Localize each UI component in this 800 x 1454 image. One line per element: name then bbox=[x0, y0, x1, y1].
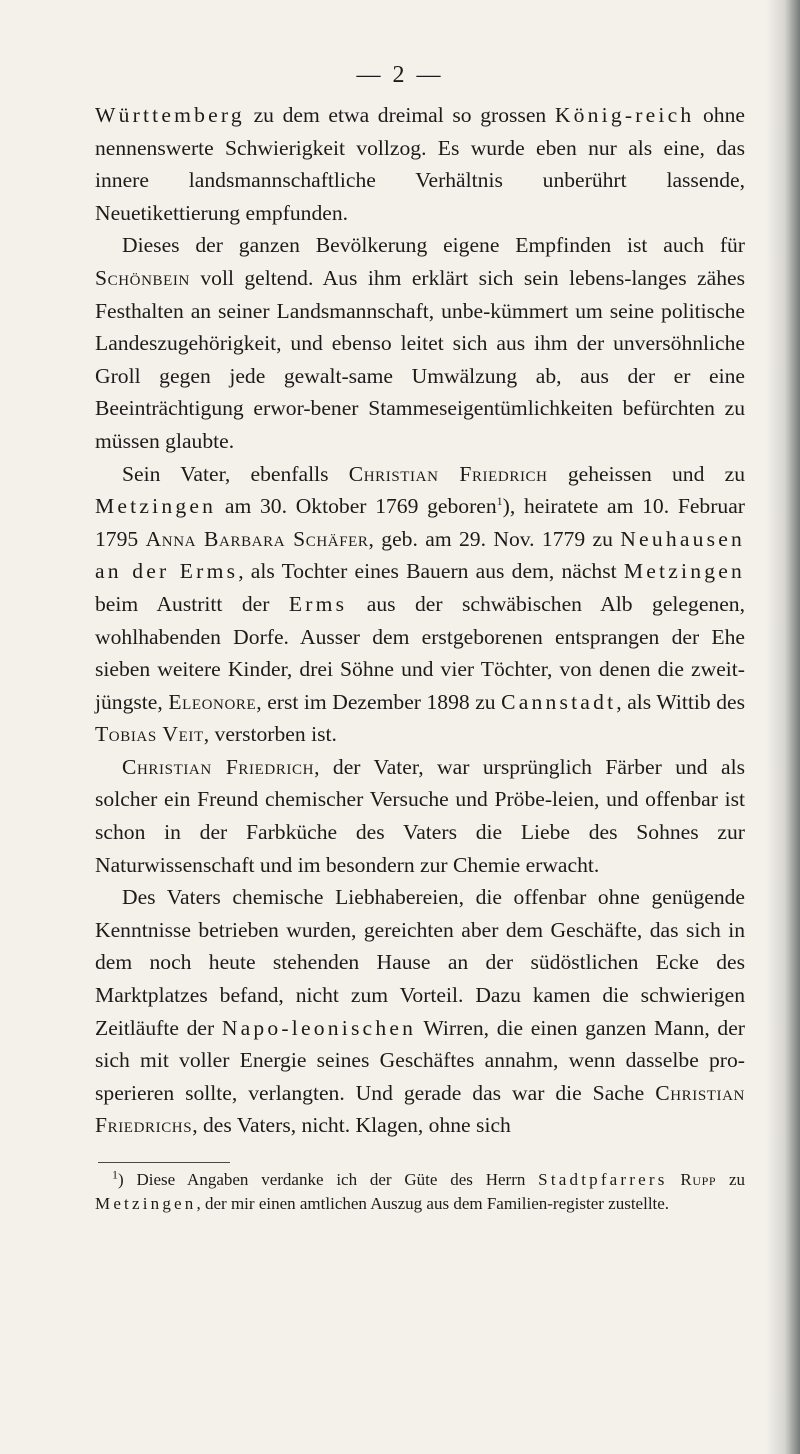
paragraph bbox=[95, 751, 745, 881]
text-run: , der Vater, war ursprünglich Färber und als solcher ein Freund chemischer Versuche und Pröbe-leien, und offenbar ist schon in der Farbküche des Vaters die Liebe des Sohnes zur Naturwissenschaft und im besondern zur Chemie erwacht. bbox=[95, 754, 745, 877]
emphasized-name: Metzingen bbox=[95, 1194, 197, 1213]
text-run bbox=[668, 1170, 681, 1189]
emphasized-name: Neuhausen an der Erms bbox=[95, 526, 745, 584]
page-number: — 2 — bbox=[356, 62, 444, 88]
text-run: voll geltend. Aus ihm erklärt sich sein lebens-langes zähes Festhalten an seiner Landsmannschaft, unbe-kümmert um seine politische Landeszugehörigkeit, und ebenso leitet sich aus ihm der unversöhnliche Groll gegen jede gewalt-same Umwälzung ab, aus der er eine Beeinträchtigung erwor-bener Stammeseigentümlichkeiten befürchten zu müssen glaubte. bbox=[95, 265, 745, 453]
text-run: zu bbox=[716, 1170, 746, 1189]
paragraph bbox=[95, 881, 745, 1142]
footnote-rule bbox=[98, 1162, 230, 1163]
emphasized-name: Eleonore bbox=[168, 689, 257, 714]
emphasized-name: König-reich bbox=[554, 103, 695, 127]
emphasized-name: Württemberg bbox=[95, 103, 245, 127]
text-run: Dieses der ganzen Bevölkerung eigene Empfinden ist auch für bbox=[122, 233, 745, 258]
page-edge-shadow bbox=[766, 0, 800, 1454]
text-run: ), heiratete am 10. Februar 1795 bbox=[95, 494, 745, 551]
text-run: , verstorben ist. bbox=[203, 722, 337, 747]
text-run: , des Vaters, nicht. Klagen, ohne sich bbox=[192, 1113, 511, 1138]
text-run: , als Tochter eines Bauern aus dem, nächst bbox=[238, 559, 624, 584]
emphasized-name: Schönbein bbox=[95, 265, 190, 290]
footnote bbox=[95, 1168, 745, 1216]
text-run: am 30. Oktober 1769 geboren bbox=[216, 494, 497, 519]
footnote-marker: 1 bbox=[496, 493, 503, 508]
text-run: ) Diese Angaben verdanke ich der Güte des Herrn bbox=[118, 1170, 539, 1189]
text-run: zu dem etwa dreimal so grossen bbox=[244, 103, 555, 127]
text-run: , geb. am 29. Nov. 1779 zu bbox=[368, 526, 621, 551]
text-run: ohne nennenswerte Schwierigkeit vollzog. Es wurde eben nur als eine, das innere landsmannschaftliche Verhältnis unberührt lassende, Neuetikettierung empfunden. bbox=[95, 103, 745, 225]
paragraph bbox=[95, 99, 745, 229]
text-run: Wirren, die einen ganzen Mann, der sich mit voller Energie seines Geschäftes annahm, wenn dasselbe pro-sperieren sollte, verlangten. Und gerade das war die Sache bbox=[95, 1015, 745, 1105]
emphasized-name: Metzingen bbox=[623, 559, 745, 584]
text-run: aus der schwäbischen Alb gelegenen, wohlhabenden Dorfe. Ausser dem erstgeborenen entsprangen der Ehe sieben weitere Kinder, drei Söhne und vier Töchter, von denen die zweit-jüngste, bbox=[95, 591, 745, 714]
emphasized-name: Christian Friedrich bbox=[122, 754, 315, 779]
text-run: , erst im Dezember 1898 zu bbox=[256, 689, 502, 714]
text-run: geheissen und zu bbox=[547, 461, 745, 486]
text-run: Sein Vater, ebenfalls bbox=[122, 461, 349, 486]
text-run: , der mir einen amtlichen Auszug aus dem Familien-register zustellte. bbox=[196, 1194, 670, 1213]
emphasized-name: Erms bbox=[288, 591, 348, 616]
text-run: Des Vaters chemische Liebhabereien, die offenbar ohne genügende Kenntnisse betrieben wurden, gereichten aber dem Geschäfte, das sich in dem noch heute stehenden Hause an der südöstlichen Ecke des Marktplatzes befand, nicht zum Vorteil. Dazu kamen die schwierigen Zeitläufte der bbox=[95, 885, 745, 1040]
text-run: , als Wittib des bbox=[616, 689, 745, 714]
footnote-paragraph bbox=[95, 1168, 745, 1216]
body-text bbox=[95, 99, 745, 1142]
paragraph bbox=[95, 229, 745, 457]
emphasized-name: Napo-leonischen bbox=[221, 1015, 417, 1040]
emphasized-name: Anna Barbara Schäfer bbox=[145, 526, 369, 551]
text-run: beim Austritt der bbox=[95, 591, 289, 616]
emphasized-name: Christian Friedrichs bbox=[95, 1080, 745, 1138]
emphasized-name: Tobias Veit bbox=[95, 722, 204, 747]
emphasized-name: Rupp bbox=[680, 1170, 717, 1189]
emphasized-name: Christian Friedrich bbox=[348, 461, 548, 486]
footnote-marker: 1 bbox=[112, 1167, 118, 1182]
emphasized-name: Cannstadt bbox=[501, 689, 617, 714]
emphasized-name: Metzingen bbox=[95, 494, 217, 519]
emphasized-name: Stadtpfarrers bbox=[538, 1170, 668, 1189]
paragraph bbox=[95, 458, 745, 751]
